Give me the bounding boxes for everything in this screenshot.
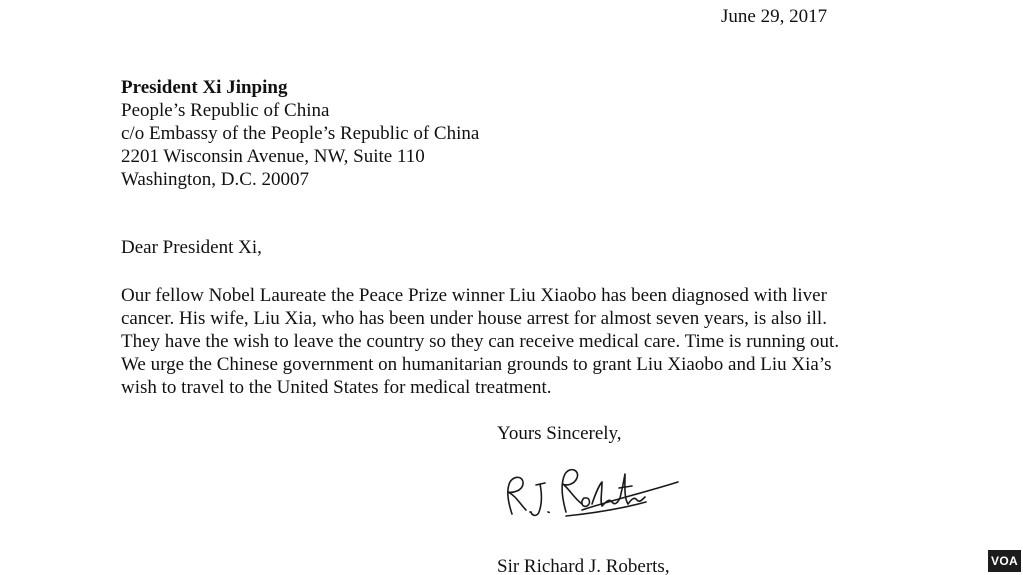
body-line: We urge the Chinese government on humanitarian grounds to grant Liu Xiaobo and Liu Xia’s — [121, 354, 832, 375]
recipient-address-line: 2201 Wisconsin Avenue, NW, Suite 110 — [121, 146, 425, 167]
recipient-address-block — [121, 76, 479, 191]
letter-date: June 29, 2017 — [721, 6, 828, 27]
recipient-address-line: Washington, D.C. 20007 — [121, 169, 309, 190]
closing: Yours Sincerely, — [497, 423, 622, 444]
handwritten-signature — [496, 462, 686, 528]
recipient-address-line: People’s Republic of China — [121, 100, 330, 121]
salutation: Dear President Xi, — [121, 237, 262, 258]
body-line: wish to travel to the United States for medical treatment. — [121, 377, 552, 398]
letter-body-paragraph — [121, 284, 891, 399]
signer-name: Sir Richard J. Roberts, — [497, 556, 670, 575]
recipient-address-line: c/o Embassy of the People’s Republic of China — [121, 123, 480, 144]
body-line: They have the wish to leave the country so they can receive medical care. Time is running out. — [121, 331, 840, 352]
recipient-name: President Xi Jinping — [121, 77, 288, 98]
body-line: Our fellow Nobel Laureate the Peace Prize winner Liu Xiaobo has been diagnosed with liver — [121, 285, 827, 306]
body-line: cancer. His wife, Liu Xia, who has been under house arrest for almost seven years, is also ill. — [121, 308, 827, 329]
voa-logo-watermark: VOA — [988, 550, 1021, 572]
